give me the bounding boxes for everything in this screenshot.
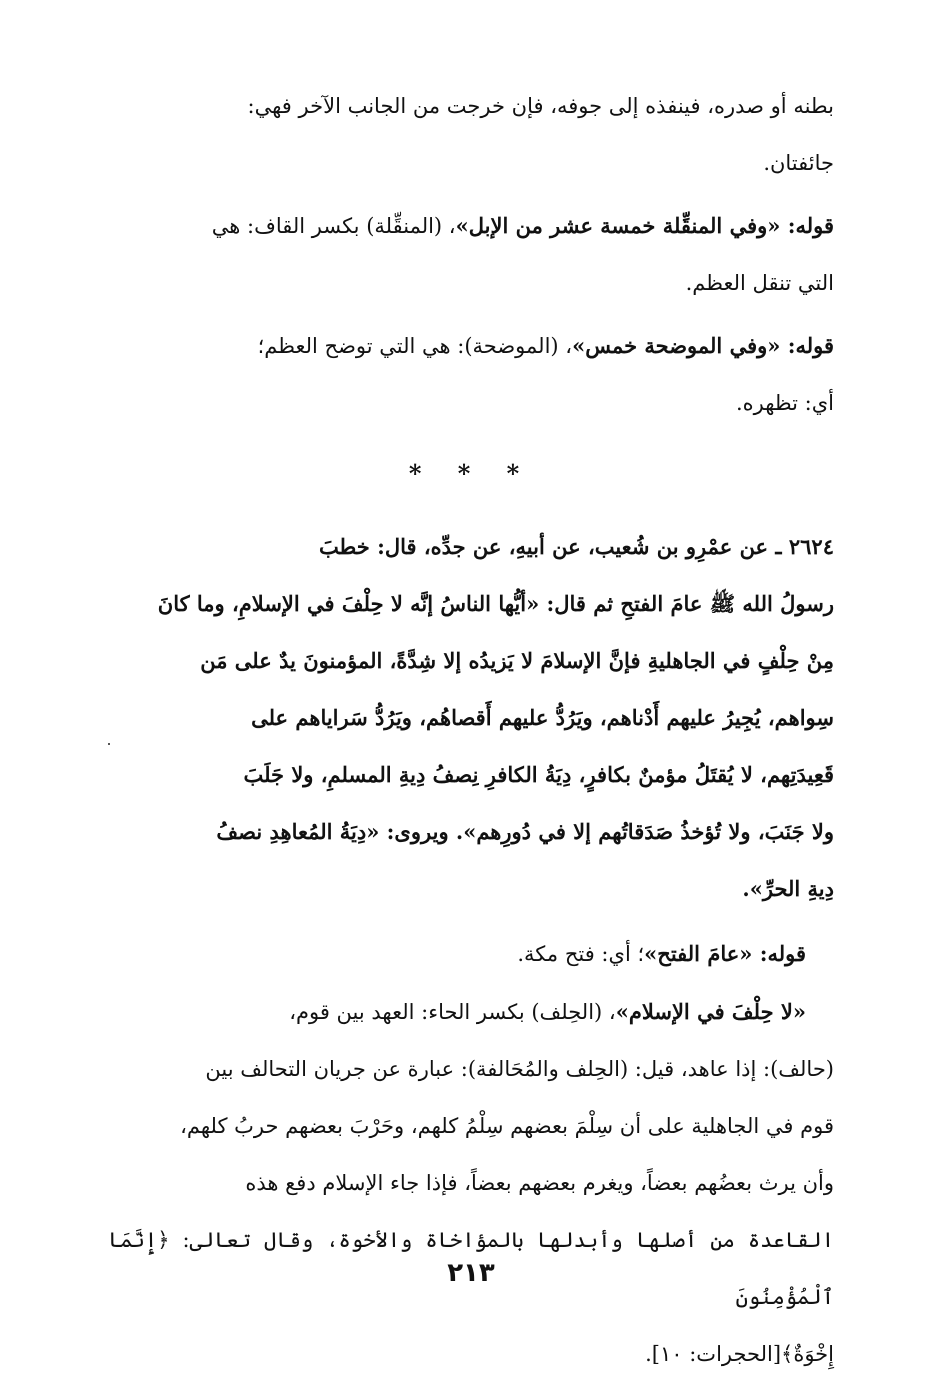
quote-lead: قوله: «وفي الموضحة خمس»: [572, 333, 834, 358]
scan-speck: [108, 743, 110, 745]
commentary-text: ، (المنقِّلة) بكسر القاف: هي: [211, 214, 456, 238]
text-line: [108, 317, 834, 375]
text-line: [108, 197, 834, 255]
hadith-line: مِنْ حِلْفٍ في الجاهليةِ فإنَّ الإسلامَ لا يَزيدُه إلا شِدَّةً، المؤمنونَ يدٌ على مَن: [200, 648, 834, 673]
text-line: [108, 983, 834, 1041]
paragraph-5: [108, 925, 834, 983]
quote-lead: قوله: «وفي المنقِّلة خمسة عشر من الإبل»: [455, 213, 834, 238]
paragraph-1: [108, 78, 834, 192]
commentary-text: ؛ أي: فتح مكة.: [517, 942, 645, 966]
quote-lead: «لا حِلْفَ في الإسلام»: [615, 999, 806, 1024]
commentary-text: ، (الحِلف) بكسر الحاء: العهد بين قوم،: [289, 1000, 616, 1024]
commentary-text: ، (الموضحة): هي التي توضح العظم؛: [257, 334, 573, 358]
section-separator: * * *: [408, 459, 534, 488]
text-line: أي: تظهره.: [735, 391, 834, 415]
text-line: التي تنقل العظم.: [685, 271, 834, 295]
text-line: القاعدة من أصلها وأبدلها بالمؤاخاة والأخوة، وقال تعالى: ﴿إِنَّمَا ٱلْمُؤْمِنُونَ: [108, 1228, 834, 1309]
hadith-paragraph: [108, 518, 834, 917]
hadith-line: رسولُ الله ﷺ عامَ الفتحِ ثم قال: «أيُّها الناسُ إنَّه لا حِلْفَ في الإسلامِ، وما كانَ: [157, 591, 834, 616]
text-line: قوم في الجاهلية على أن سِلْمَ بعضهم سِلْمُ كلهم، وحَرْبَ بعضهم حربُ كلهم،: [180, 1114, 834, 1138]
quote-lead: قوله: «عامَ الفتح»: [644, 941, 806, 966]
text-line: وأن يرث بعضُهم بعضاً، ويغرم بعضهم بعضاً، فإذا جاء الإسلام دفع هذه: [245, 1171, 834, 1195]
document-page: [108, 78, 834, 1383]
paragraph-3: [108, 317, 834, 432]
hadith-line: ٢٦٢٤ ـ عن عمْرِو بن شُعيب، عن أبيهِ، عن جدِّه، قال: خطبَ: [318, 534, 834, 559]
hadith-line: ولا جَنَبَ، ولا تُؤخذُ صَدَقاتُهم إلا في دُورِهم». ويروى: «دِيَةُ المُعاهِدِ نصفُ: [216, 819, 834, 844]
text-line: إِخْوَةٌ﴾[الحجرات: ١٠].: [645, 1342, 834, 1366]
hadith-line: قَعِيدَتِهم، لا يُقتَلُ مؤمنٌ بكافرٍ، دِيَةُ الكافرِ نِصفُ دِيةِ المسلمِ، ولا جَلَبَ: [243, 762, 834, 787]
hadith-line: دِيةِ الحرِّ».: [742, 876, 834, 901]
text-line: جائفتان.: [763, 151, 834, 175]
paragraph-6: [108, 983, 834, 1383]
text-line: (حالف): إذا عاهد، قيل: (الحِلف والمُحَالفة): عبارة عن جريان التحالف بين: [205, 1057, 834, 1081]
text-line: بطنه أو صدره، فينفذه إلى جوفه، فإن خرجت من الجانب الآخر فهي:: [247, 94, 834, 118]
paragraph-2: [108, 197, 834, 312]
page-number: ٢١٣: [447, 1258, 495, 1288]
hadith-line: سِواهم، يُجِيرُ عليهم أَدْناهم، ويَرُدُّ عليهم أَقصاهُم، ويَرُدُّ سَراياهم على: [251, 705, 834, 730]
